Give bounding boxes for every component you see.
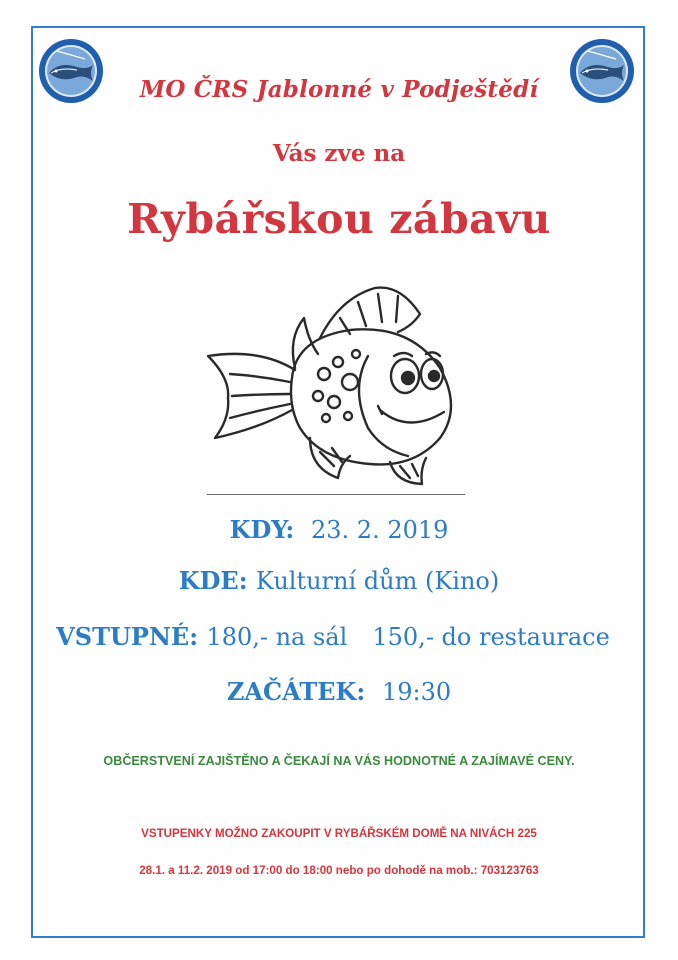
when-value: 23. 2. 2019 [311,516,449,544]
organization-title: MO ČRS Jablonné v Podještědí [139,76,539,103]
when-row [0,515,678,544]
entry-label: VSTUPNÉ: [56,622,199,651]
sale-dates-note: 28.1. a 11.2. 2019 od 17:00 do 18:00 nebo po dohodě na mob.: 703123763 [139,864,539,877]
event-title: Rybářskou zábavu [127,195,551,243]
where-value: Kulturní dům (Kino) [255,567,500,595]
start-value: 19:30 [381,678,452,706]
divider-line [207,494,465,495]
where-row [0,566,678,595]
invites-text: Vás zve na [272,140,406,167]
entry-restaurant-price: 150,- do restaurace [372,623,610,651]
start-label: ZAČÁTEK: [226,677,366,706]
start-row [0,677,678,706]
entry-row [0,622,672,651]
tickets-note: VSTUPENKY MOŽNO ZAKOUPIT V RYBÁŘSKÉM DOMĚ NA NIVÁCH 225 [141,827,537,840]
entry-hall-price: 180,- na sál [206,623,348,651]
refreshments-note: OBČERSTVENÍ ZAJIŠTĚNO A ČEKAJÍ NA VÁS HODNOTNÉ A ZAJÍMAVÉ CENY. [103,754,575,768]
cartoon-fish-icon [200,278,470,493]
where-label: KDE: [178,566,248,595]
when-label: KDY: [229,515,295,544]
